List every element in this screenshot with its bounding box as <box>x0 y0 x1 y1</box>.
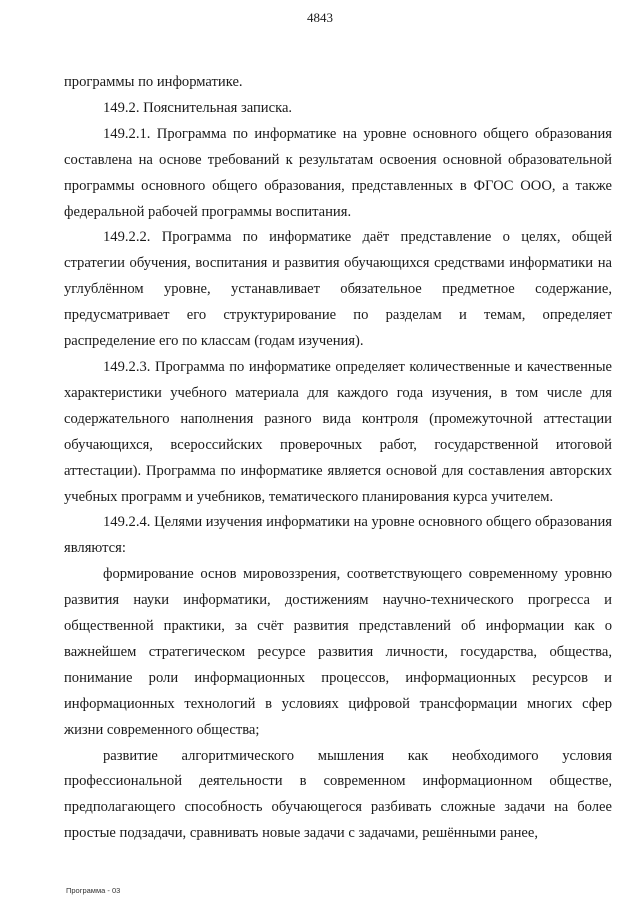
section-heading-149-2: 149.2. Пояснительная записка. <box>103 99 293 116</box>
paragraph-149-2-4: 149.2.4. Целями изучения информатики на уровне основного общего образования являются: <box>64 514 613 557</box>
footer-label: Программа - 03 <box>66 886 121 895</box>
paragraph-continuation: программы по информатике. <box>64 74 243 90</box>
goal-item-algorithmic-thinking: развитие алгоритмического мышления как необходимого условия профессиональной деятельности в современном информационном обществе, предполагающего способность обучающегося разбивать сложные задачи на более простые подзадачи, сравнивать новые задачи с задачами, решёнными ранее, <box>64 747 612 842</box>
paragraph-149-2-1: 149.2.1. Программа по информатике на уровне основного общего образования составлена на основе требований к результатам освоения основной образовательной программы основного общего образования, представленных в ФГОС ООО, а также федеральной рабочей программы воспитания. <box>64 125 612 220</box>
goal-item-worldview: формирование основ мировоззрения, соответствующего современному уровню развития науки информатики, достижениям научно-технического прогресса и общественной практики, за счёт развития представлений об информации как о важнейшем стратегическом ресурсе развития личности, государства, общества, понимание роли информационных процессов, информационных ресурсов и информационных технологий в условиях цифровой трансформации многих сфер жизни современного общества; <box>64 566 612 738</box>
page-number: 4843 <box>307 10 333 25</box>
document-body <box>64 70 612 847</box>
paragraph-149-2-3: 149.2.3. Программа по информатике определяет количественные и качественные характеристики учебного материала для каждого года изучения, в том числе для содержательного наполнения разного вида контроля (промежуточной аттестации обучающихся, всероссийских проверочных работ, государственной итоговой аттестации). Программа по информатике является основой для составления авторских учебных программ и учебников, тематического планирования курса учителем. <box>64 358 612 505</box>
paragraph-149-2-2: 149.2.2. Программа по информатике даёт представление о целях, общей стратегии обучения, воспитания и развития обучающихся средствами информатики на углублённом уровне, устанавливает обязательное предметное содержание, предусматривает его структурирование по разделам и темам, определяет распределение его по классам (годам изучения). <box>64 229 612 350</box>
